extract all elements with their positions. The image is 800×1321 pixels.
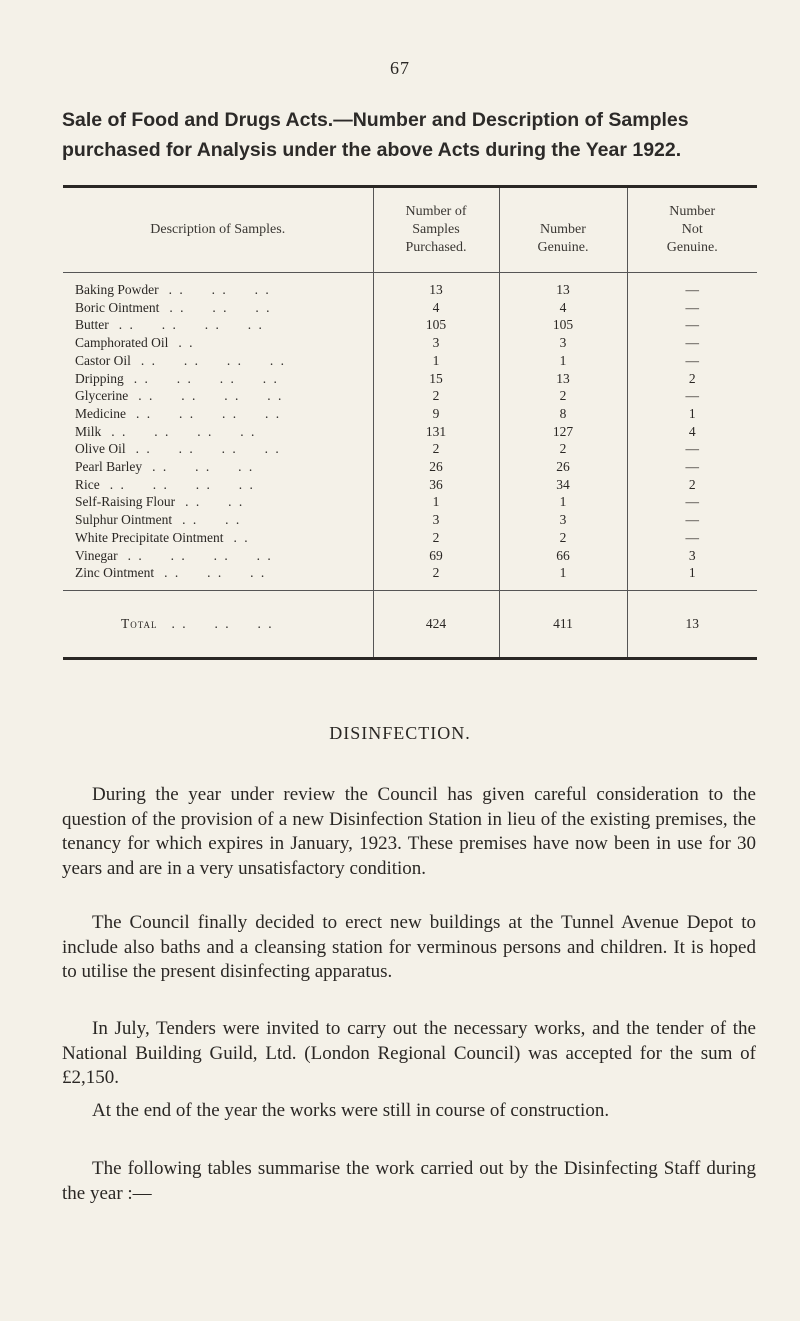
row-description: [63, 493, 373, 511]
row-purchased: 131: [373, 423, 499, 441]
row-purchased: 2: [373, 387, 499, 405]
row-genuine: 2: [499, 387, 627, 405]
paragraph-4: At the end of the year the works were still in course of construction.: [92, 1100, 610, 1121]
row-not-genuine: 3: [627, 547, 757, 565]
header-purchased-text: Number of Samples Purchased.: [405, 204, 467, 255]
row-description: [63, 316, 373, 334]
row-description: [63, 564, 373, 582]
total-row: [63, 590, 757, 657]
row-not-genuine: —: [627, 299, 757, 317]
header-description: Description of Samples.: [63, 188, 373, 273]
row-description-label: Butter: [75, 317, 109, 333]
total-genuine: 411: [499, 590, 627, 657]
row-purchased: 1: [373, 352, 499, 370]
row-description: [63, 387, 373, 405]
table-header-row: [63, 188, 757, 273]
row-not-genuine: —: [627, 493, 757, 511]
row-genuine: 4: [499, 299, 627, 317]
row-purchased: 13: [373, 273, 499, 299]
row-description: [63, 458, 373, 476]
row-not-genuine: —: [627, 334, 757, 352]
row-leader-dots: . . . . . . . .: [140, 352, 286, 368]
row-leader-dots: . . . .: [182, 512, 242, 528]
row-description: [63, 511, 373, 529]
row-description-label: White Precipitate Ointment: [75, 529, 224, 545]
row-description-label: Boric Ointment: [75, 299, 160, 315]
table-row: [63, 529, 757, 547]
table-row: [63, 511, 757, 529]
row-description: [63, 352, 373, 370]
row-not-genuine: —: [627, 511, 757, 529]
total-not-genuine: 13: [627, 590, 757, 657]
row-leader-dots: . . . . . .: [169, 299, 272, 315]
total-label-cell: [63, 590, 373, 657]
row-purchased: 15: [373, 370, 499, 388]
row-description: [63, 440, 373, 458]
row-genuine: 13: [499, 370, 627, 388]
row-not-genuine: 4: [627, 423, 757, 441]
page-number: 67: [390, 58, 410, 78]
row-purchased: 26: [373, 458, 499, 476]
row-leader-dots: . . . . . . . .: [135, 405, 282, 421]
row-genuine: 105: [499, 316, 627, 334]
row-purchased: 1: [373, 493, 499, 511]
row-purchased: 105: [373, 316, 499, 334]
row-description-label: Camphorated Oil: [75, 335, 169, 351]
row-leader-dots: . . . . . . . .: [138, 388, 284, 404]
row-purchased: 2: [373, 440, 499, 458]
row-purchased: 3: [373, 334, 499, 352]
spacer-cell: [63, 582, 373, 591]
table-row: [63, 476, 757, 494]
row-genuine: 127: [499, 423, 627, 441]
row-not-genuine: —: [627, 440, 757, 458]
row-leader-dots: . . . . . . . .: [109, 476, 255, 492]
row-purchased: 2: [373, 564, 499, 582]
row-description-label: Baking Powder: [75, 282, 159, 297]
table-row: [63, 405, 757, 423]
row-description: [63, 405, 373, 423]
row-purchased: 69: [373, 547, 499, 565]
samples-table: [63, 188, 757, 657]
row-not-genuine: 1: [627, 405, 757, 423]
table-row: [63, 493, 757, 511]
table-row: [63, 547, 757, 565]
row-not-genuine: —: [627, 352, 757, 370]
row-genuine: 8: [499, 405, 627, 423]
header-genuine: [499, 188, 627, 273]
row-genuine: 26: [499, 458, 627, 476]
row-purchased: 4: [373, 299, 499, 317]
row-leader-dots: . . . . . . . .: [111, 423, 257, 439]
row-description-label: Rice: [75, 476, 100, 492]
row-description: [63, 370, 373, 388]
row-not-genuine: —: [627, 458, 757, 476]
row-leader-dots: . . . . . . . .: [135, 441, 281, 457]
row-description-label: Zinc Ointment: [75, 565, 155, 581]
row-not-genuine: 2: [627, 370, 757, 388]
total-leader-dots: . . . . . .: [171, 615, 274, 631]
row-leader-dots: . .: [178, 335, 195, 351]
row-purchased: 3: [373, 511, 499, 529]
paragraph-2: The Council finally decided to erect new buildings at the Tunnel Avenue Depot to include also baths and a cleansing station for verminous persons and children. It is hoped to utilise the present disinfecting apparatus.: [62, 912, 756, 982]
row-purchased: 9: [373, 405, 499, 423]
table-row: [63, 370, 757, 388]
row-leader-dots: . . . . . . . .: [127, 547, 273, 563]
row-genuine: 3: [499, 334, 627, 352]
row-description: [63, 529, 373, 547]
row-genuine: 66: [499, 547, 627, 565]
spacer-cell: [627, 582, 757, 591]
table-row: [63, 564, 757, 582]
row-description: [63, 273, 373, 299]
row-leader-dots: . . . . . .: [168, 282, 271, 297]
row-not-genuine: 1: [627, 564, 757, 582]
row-description: [63, 547, 373, 565]
spacer-cell: [499, 582, 627, 591]
row-genuine: 1: [499, 352, 627, 370]
row-description-label: Glycerine: [75, 388, 129, 404]
row-description: [63, 299, 373, 317]
row-leader-dots: . . . . . .: [164, 565, 267, 581]
paragraph-5: The following tables summarise the work carried out by the Disinfecting Staff during the year :—: [62, 1158, 756, 1204]
header-not-genuine: [627, 188, 757, 273]
row-description-label: Castor Oil: [75, 352, 131, 368]
row-not-genuine: —: [627, 387, 757, 405]
row-purchased: 2: [373, 529, 499, 547]
row-description-label: Milk: [75, 423, 102, 439]
row-description-label: Medicine: [75, 405, 126, 421]
paragraph-3: In July, Tenders were invited to carry out the necessary works, and the tender of the National Building Guild, Ltd. (London Regional Council) was accepted for the sum of £2,150.: [62, 1018, 756, 1088]
row-description-label: Dripping: [75, 370, 124, 386]
table-row: [63, 334, 757, 352]
table-row: [63, 316, 757, 334]
header-not-genuine-text: Number Not Genuine.: [666, 204, 718, 255]
row-genuine: 2: [499, 440, 627, 458]
row-description-label: Pearl Barley: [75, 459, 143, 475]
spacer-cell: [373, 582, 499, 591]
row-not-genuine: 2: [627, 476, 757, 494]
row-description-label: Olive Oil: [75, 441, 126, 457]
row-genuine: 13: [499, 273, 627, 299]
row-genuine: 1: [499, 493, 627, 511]
row-genuine: 34: [499, 476, 627, 494]
section-title: DISINFECTION.: [329, 723, 471, 743]
row-purchased: 36: [373, 476, 499, 494]
table-spacer-row: [63, 582, 757, 591]
row-description-label: Sulphur Ointment: [75, 512, 173, 528]
table-heading: Sale of Food and Drugs Acts.—Number and Description of Samples purchased for Analysis under the above Acts during the Year 1922.: [62, 109, 689, 161]
header-purchased: [373, 188, 499, 273]
row-description: [63, 476, 373, 494]
row-genuine: 3: [499, 511, 627, 529]
table-row: [63, 423, 757, 441]
total-purchased: 424: [373, 590, 499, 657]
table-bottom-rule: [63, 657, 757, 660]
samples-table-container: [63, 185, 757, 660]
row-not-genuine: —: [627, 273, 757, 299]
row-genuine: 1: [499, 564, 627, 582]
table-row: [63, 387, 757, 405]
row-genuine: 2: [499, 529, 627, 547]
row-description-label: Vinegar: [75, 547, 118, 563]
row-leader-dots: . . . . . . . .: [133, 370, 279, 386]
row-description: [63, 423, 373, 441]
row-not-genuine: —: [627, 316, 757, 334]
row-leader-dots: . . . . . . . .: [118, 317, 264, 333]
table-row: [63, 299, 757, 317]
row-leader-dots: . .: [233, 529, 250, 545]
row-leader-dots: . . . . . .: [152, 459, 255, 475]
row-not-genuine: —: [627, 529, 757, 547]
row-description-label: Self-Raising Flour: [75, 494, 176, 510]
header-genuine-text: Number Genuine.: [537, 222, 589, 255]
total-label: Total: [121, 615, 158, 631]
table-row: [63, 458, 757, 476]
row-leader-dots: . . . .: [185, 494, 245, 510]
table-row: [63, 273, 757, 299]
table-row: [63, 352, 757, 370]
table-body: [63, 273, 757, 657]
paragraph-1: During the year under review the Council has given careful consideration to the question of the provision of a new Disinfection Station in lieu of the existing premises, the tenancy for which expires in January, 1923. These premises have now been in use for 30 years and are in a very unsatisfactory condition.: [62, 784, 756, 879]
row-description: [63, 334, 373, 352]
table-row: [63, 440, 757, 458]
